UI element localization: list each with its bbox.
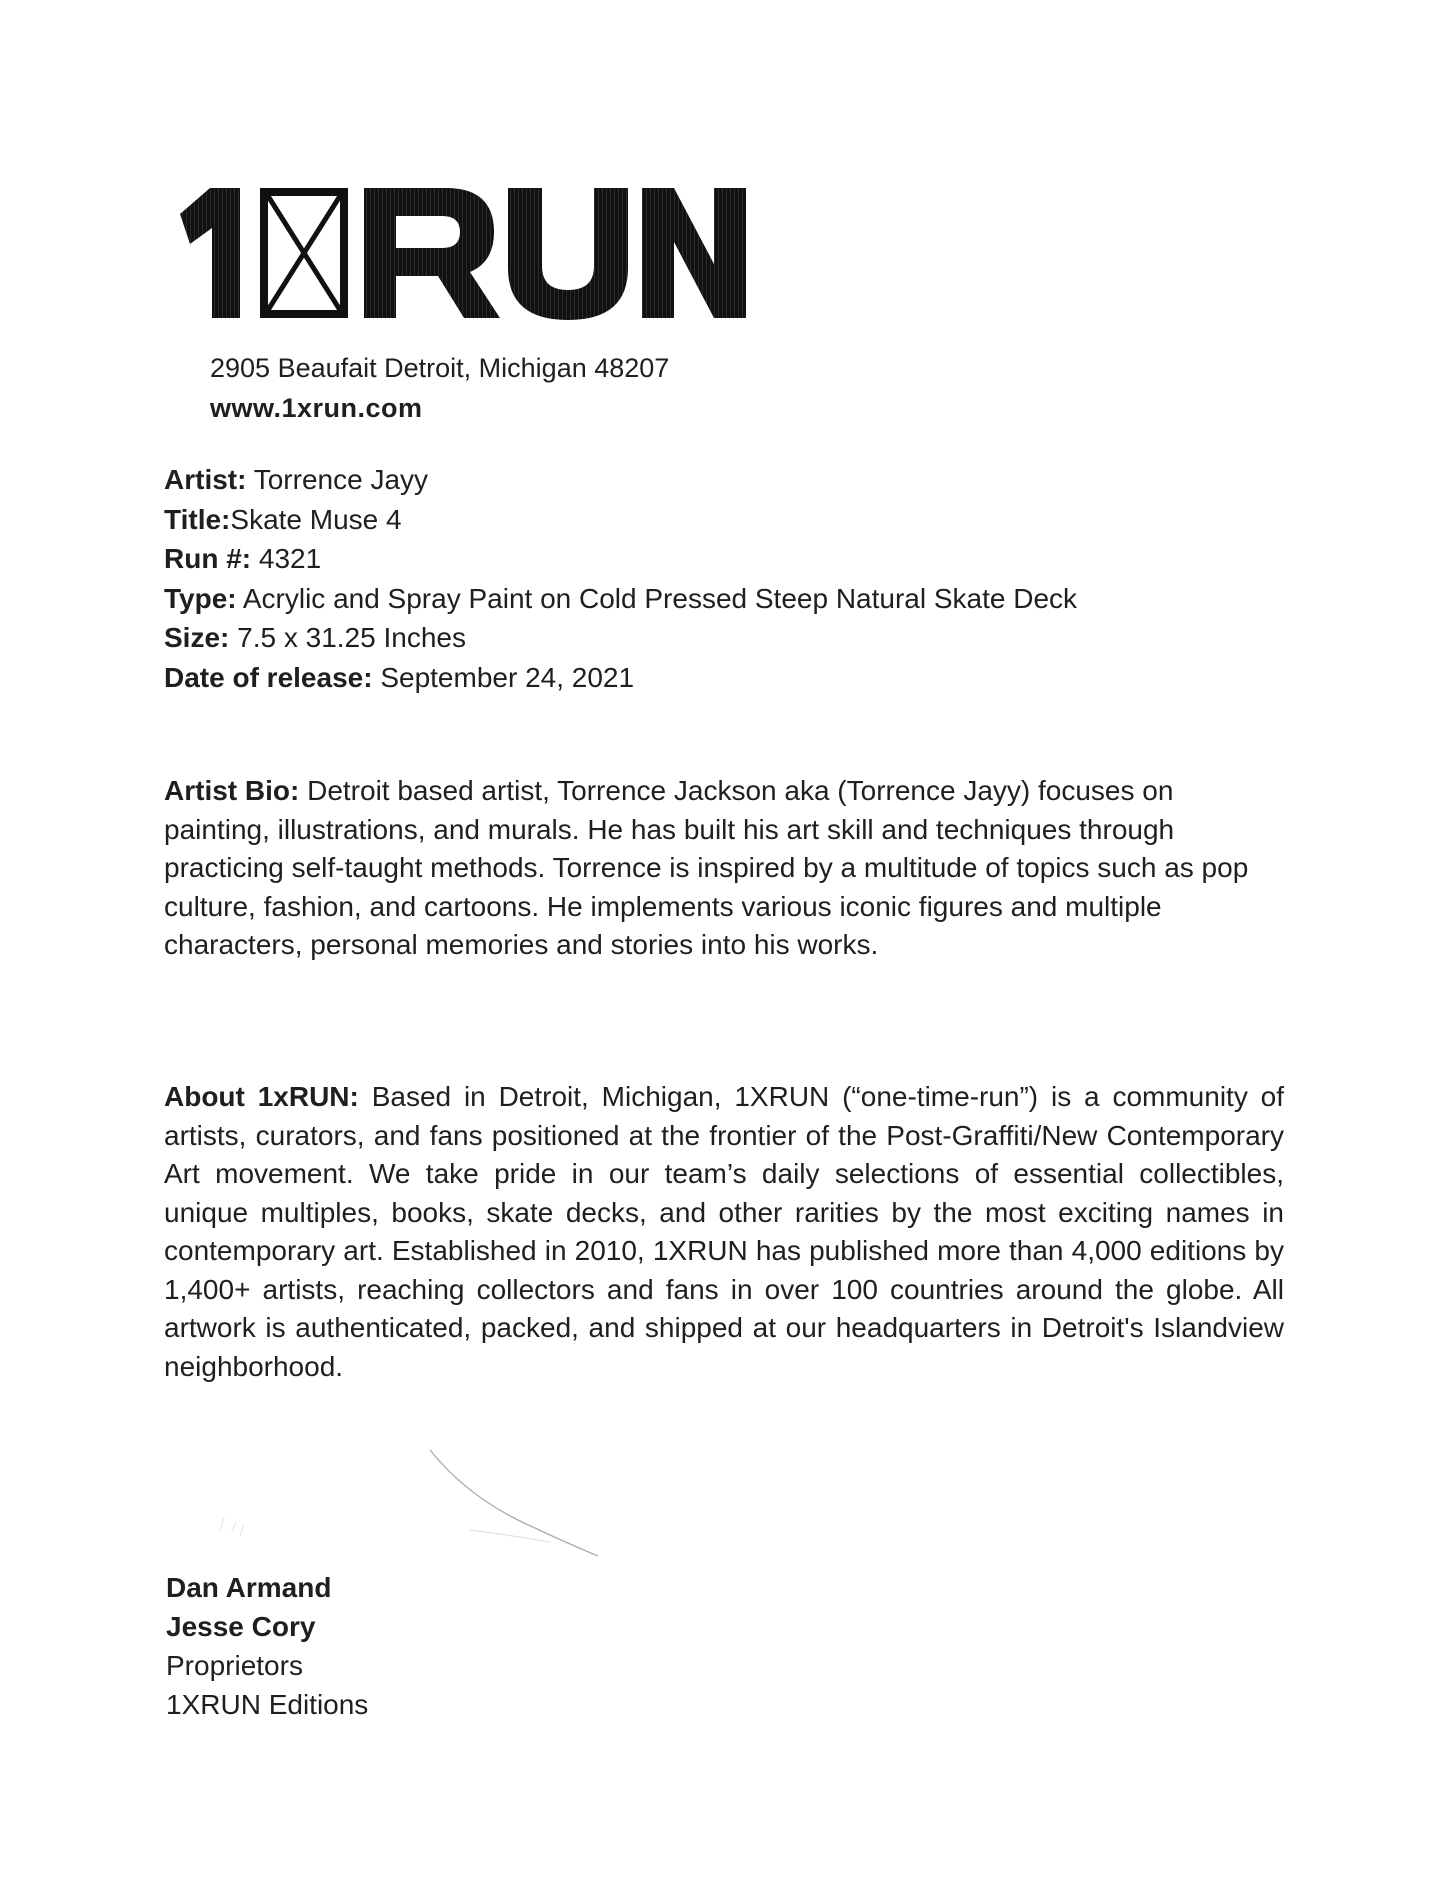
proprietor-name-1: Dan Armand bbox=[166, 1572, 332, 1603]
type-value: Acrylic and Spray Paint on Cold Pressed Steep Natural Skate Deck bbox=[242, 582, 1078, 614]
signoff-block bbox=[166, 1568, 368, 1724]
proprietor-role: Proprietors bbox=[166, 1650, 303, 1681]
artist-bio bbox=[164, 772, 1284, 965]
website-link[interactable]: www.1xrun.com bbox=[210, 393, 423, 423]
address: 2905 Beaufait Detroit, Michigan 48207 bbox=[210, 353, 670, 383]
run-row bbox=[164, 539, 1077, 579]
artist-value: Torrence Jayy bbox=[253, 464, 429, 495]
title-row bbox=[164, 500, 1077, 540]
artist-label: Artist: bbox=[164, 464, 247, 495]
release-row bbox=[164, 658, 1077, 698]
release-value: September 24, 2021 bbox=[380, 661, 635, 693]
artwork-details bbox=[164, 460, 1077, 697]
run-value: 4321 bbox=[258, 543, 322, 574]
title-value: Skate Muse 4 bbox=[230, 503, 402, 535]
company-name: 1XRUN Editions bbox=[166, 1689, 369, 1720]
faint-signature-mark bbox=[140, 1410, 640, 1570]
type-label: Type: bbox=[164, 582, 237, 614]
letterhead-address-block bbox=[210, 348, 669, 428]
about-1xrun bbox=[164, 1078, 1284, 1386]
title-label: Title: bbox=[164, 503, 231, 535]
bio-label: Artist Bio: bbox=[164, 775, 300, 806]
release-label: Date of release: bbox=[164, 661, 373, 693]
artist-row bbox=[164, 460, 1077, 500]
1xrun-logo bbox=[178, 184, 748, 322]
about-text: Based in Detroit, Michigan, 1XRUN (“one-time-run”) is a community of artists, curators, and fans positioned at the frontier of the Post-Graffiti/New Contemporary Art movement. We take pride in our team’s daily selections of essential collectibles, unique multiples, books, skate decks, and other rarities by the most exciting names in contemporary art. Established in 2010, 1XRUN has published more than 4,000 editions by 1,400+ artists, reaching collectors and fans in over 100 countries around the globe. All artwork is authenticated, packed, and shipped at our headquarters in Detroit's Islandview neighborhood. bbox=[164, 1081, 1285, 1382]
type-row bbox=[164, 579, 1077, 619]
proprietor-name-2: Jesse Cory bbox=[166, 1611, 316, 1642]
run-label: Run #: bbox=[164, 543, 252, 574]
bio-text: Detroit based artist, Torrence Jackson aka (Torrence Jayy) focuses on painting, illustrations, and murals. He has built his art skill and techniques through practicing self-taught methods. Torrence is inspired by a multitude of topics such as pop culture, fashion, and cartoons. He implements various iconic figures and multiple characters, personal memories and stories into his works. bbox=[164, 775, 1249, 960]
size-label: Size: bbox=[164, 622, 230, 653]
about-label: About 1xRUN: bbox=[164, 1081, 359, 1112]
size-value: 7.5 x 31.25 Inches bbox=[237, 622, 466, 653]
size-row bbox=[164, 618, 1077, 658]
